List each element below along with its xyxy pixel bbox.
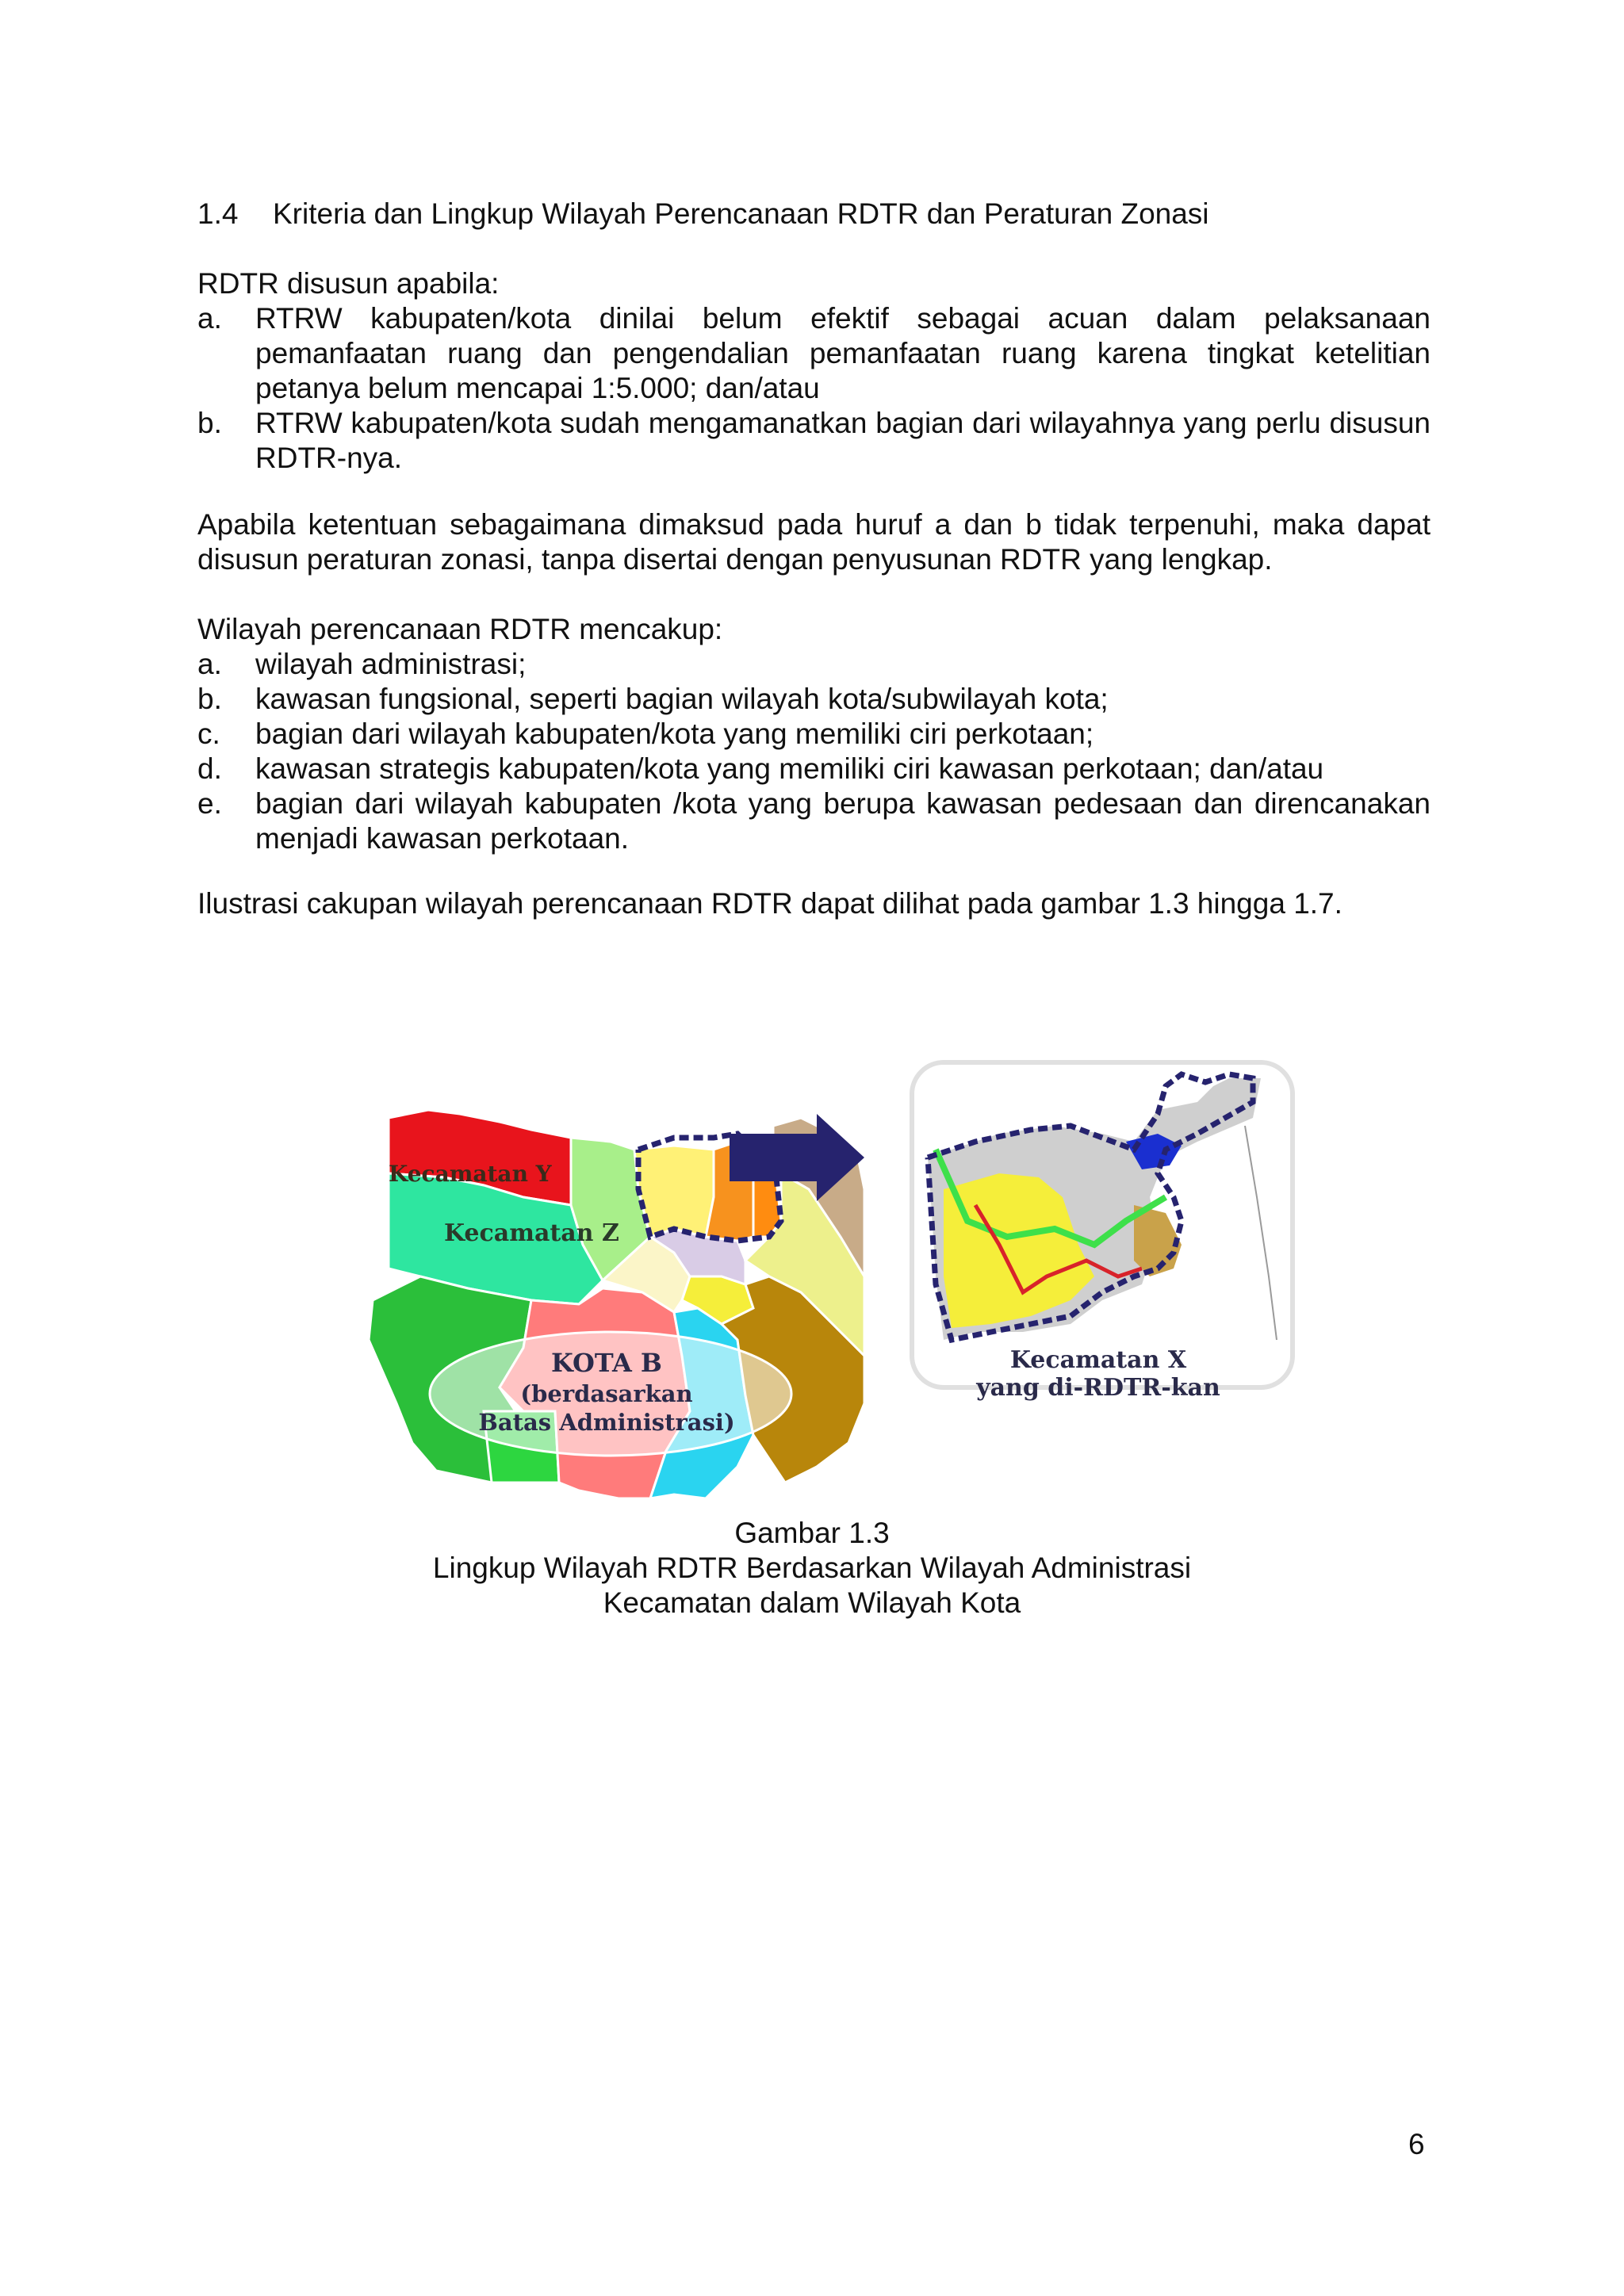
label-kecamatan-z: Kecamatan Z [444,1219,619,1247]
list-text: bagian dari wilayah kabupaten/kota yang memiliki ciri perkotaan; [255,718,1094,750]
label-kota-b-2: (berdasarkan [520,1380,693,1407]
list-letter: a. [197,302,222,335]
section-number: 1.4 [197,197,239,230]
list-letter: a. [197,648,222,680]
list-item [197,786,1431,856]
scope-intro: Wilayah perencanaan RDTR mencakup: [197,613,723,645]
label-kecamatan-x-1: Kecamatan X [1009,1346,1187,1374]
list-text: bagian dari wilayah kabupaten /kota yang berupa kawasan pedesaan dan direncanakan menjadi kawasan perkotaan. [255,787,1431,855]
list-item [197,682,1431,717]
list-text: wilayah administrasi; [255,648,527,680]
zoning-line-1: Apabila ketentuan sebagaimana dimaksud pada huruf a dan b tidak terpenuhi, maka dapat [197,508,1431,541]
list-text: RTRW kabupaten/kota dinilai belum efektif sebagai acuan dalam pelaksanaan pemanfaatan ruang dan pengendalian pemanfaatan ruang karena tingkat ketelitian petanya belum mencapai 1:5.000; dan/atau [255,302,1431,404]
caption-title-1: Lingkup Wilayah RDTR Berdasarkan Wilayah Administrasi [432,1552,1192,1584]
caption-number: Gambar 1.3 [734,1517,890,1549]
figure-map [341,1039,1308,1514]
label-kecamatan-y: Kecamatan Y [389,1161,552,1187]
scope-block [197,612,1431,856]
section-heading [197,197,1209,232]
zoning-paragraph [197,507,1431,577]
list-item [197,752,1431,786]
list-item [197,301,1431,406]
list-letter: e. [197,787,222,820]
section-title: Kriteria dan Lingkup Wilayah Perencanaan RDTR dan Peraturan Zonasi [273,197,1209,230]
inset-panel [912,1062,1293,1387]
list-letter: b. [197,683,222,715]
illustration-paragraph: Ilustrasi cakupan wilayah perencanaan RDTR dapat dilihat pada gambar 1.3 hingga 1.7. [197,887,1342,920]
zoning-line-2: disusun peraturan zonasi, tanpa disertai dengan penyusunan RDTR yang lengkap. [197,543,1273,576]
list-letter: d. [197,752,222,785]
caption-title-2: Kecamatan dalam Wilayah Kota [603,1586,1021,1619]
criteria-list [197,301,1431,476]
list-item [197,406,1431,476]
list-text: kawasan fungsional, seperti bagian wilayah kota/subwilayah kota; [255,683,1109,715]
list-letter: b. [197,407,222,439]
page-number: 6 [1408,2128,1425,2160]
figure-caption [0,1516,1624,1621]
list-item [197,647,1431,682]
list-item [197,717,1431,752]
label-kota-b-3: Batas Administrasi) [478,1409,735,1436]
list-text: RTRW kabupaten/kota sudah mengamanatkan bagian dari wilayahnya yang perlu disusun RDTR-nya. [255,407,1431,474]
label-kecamatan-x-2: yang di-RDTR-kan [976,1374,1220,1402]
criteria-intro: RDTR disusun apabila: [197,267,500,300]
list-letter: c. [197,718,220,750]
list-text: kawasan strategis kabupaten/kota yang memiliki ciri kawasan perkotaan; dan/atau [255,752,1324,785]
label-kota-b-1: KOTA B [551,1348,662,1378]
criteria-block [197,266,1431,476]
scope-list [197,647,1431,856]
